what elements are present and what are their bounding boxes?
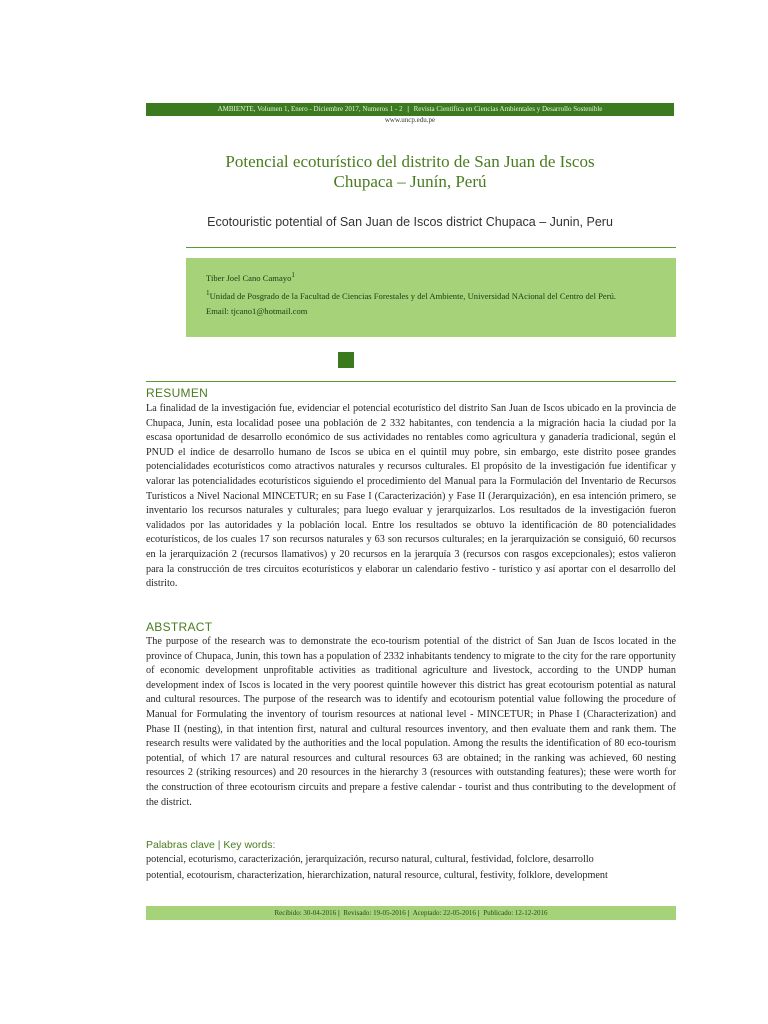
- author-affiliation: Unidad de Posgrado de la Facultad de Ciencias Forestales y del Ambiente, Universidad NAcional del Centro del Perú.: [209, 290, 617, 301]
- date-received: Recibido: 30-04-2016: [274, 909, 337, 917]
- abstract-text: The purpose of the research was to demonstrate the eco-tourism potential of the district of San Juan de Iscos located in the province of Chupaca, Junin, this town has a population of 2332 inhabitants tendency to migrate to the city for the rare opportunity of economic development unprofitable activities as traditional agriculture and livestock, according to the UNDP human development index of Iscos is located in the very poorest quintile however this district has great ecotourism potential as natural and cultural resources. The purpose of the research was to identify and ecotourism potential value following the procedure of Manual for Formulating the inventory of tourism resources at national level - MINCETUR; in Phase I (Characterization) and Phase II (nesting), in that intention first, natural and cultural resources inventory, and then evaluate them and rank them. The research results were validated by the authorities and the local population. Among the results the identification of 80 eco-tourism potential, of which 17 are natural resources and cultural resources 63 are obtained; in the ranking was achieved, 60 nesting resources 2 (striking resources) and 20 resources in the hierarchy 3 (resources with outstanding features); these were worth for the construction of three ecotourism circuits and prepare a festive calendar - tourist and thus contributing to the development of the district.: [146, 636, 676, 808]
- abstract-heading: ABSTRACT: [146, 620, 213, 634]
- keywords-english: potential, ecotourism, characterization, hierarchization, natural resource, cultural, festivity, folklore, development: [146, 870, 608, 881]
- article-title: [146, 152, 674, 192]
- author-box: [186, 258, 676, 337]
- article-title-english: Ecotouristic potential of San Juan de Iscos district Chupaca – Junin, Peru: [207, 215, 613, 229]
- author-name: Tiber Joel Cano Camayo: [206, 272, 292, 283]
- article-title-line1: Potencial ecoturístico del distrito de San Juan de Iscos: [225, 152, 595, 171]
- journal-header-separator: |: [407, 105, 409, 113]
- journal-url[interactable]: www.uncp.edu.pe: [384, 116, 436, 124]
- author-superscript: 1: [291, 271, 295, 279]
- section-marker-square: [338, 352, 354, 368]
- date-separator: |: [477, 909, 480, 917]
- date-separator: |: [338, 909, 340, 917]
- date-published: Publicado: 12-12-2016: [483, 909, 548, 917]
- affiliation-superscript: 1: [206, 288, 210, 297]
- author-email[interactable]: Email: tjcano1@hotmail.com: [206, 305, 308, 316]
- author-name-line: [206, 268, 658, 286]
- resumen-heading: RESUMEN: [146, 386, 209, 400]
- article-title-line2: Chupaca – Junín, Perú: [333, 172, 487, 191]
- divider: [186, 247, 676, 248]
- author-affiliation-line: [206, 286, 658, 304]
- date-accepted: Aceptado: 22-05-2016: [412, 909, 476, 917]
- date-separator: |: [407, 909, 410, 917]
- journal-header-left: AMBIENTE, Volumen 1, Enero - Diciembre 2017, Numeros 1 - 2: [217, 105, 403, 113]
- resumen-text: La finalidad de la investigación fue, evidenciar el potencial ecoturístico del distrito San Juan de Iscos ubicado en la provincia de Chupaca, Junín, esta localidad posee una población de 2 332 habitantes, con tendencia a la migración hacia la ciudad por la escasa oportunidad de desarrollo económico de sus actividades no rentables como agricultura y ganadería tradicional, según el PNUD el índice de desarrollo humano de Iscos se ubica en el quintil muy pobre, sin embargo, este distrito posee grandes potencialidades ecoturísticos como atractivos naturales y recursos culturales. El propósito de la investigación fue identificar y valorar las potencialidades ecoturísticos siguiendo el procedimiento del Manual para la Formulación del Inventario de Recursos Turísticos a Nivel Nacional MINCETUR; en su Fase I (Caracterización) y Fase II (Jerarquización), en esa intención primero, se inventario los recursos naturales y culturales; para luego evaluar y jerarquizarlos. Los resultados de la investigación fueron validados por las autoridades y la población local. Entre los resultados se obtuvo la identificación de 80 potencialidades ecoturísticos, de los cuales 17 son recursos naturales y 63 son recursos culturales; en la jerarquización se consiguió, 60 recursos en la jerarquización 2 (recursos llamativos) y 20 recursos en la jerarquía 3 (recursos con rasgos excepcionales); estos valieron para la construcción de tres circuitos ecoturísticos y elaborar un calendario festivo - turístico y así aportar con el desarrollo del distrito.: [146, 403, 676, 590]
- divider: [146, 381, 676, 382]
- date-revised: Revisado: 19-05-2016: [343, 909, 406, 917]
- journal-header-bar: [146, 103, 674, 116]
- journal-header-right: Revista Científica en Ciencias Ambientales y Desarrollo Sostenible: [413, 105, 603, 113]
- keywords-heading: Palabras clave | Key words:: [146, 839, 276, 851]
- keywords-spanish: potencial, ecoturismo, caracterización, jerarquización, recurso natural, cultural, festividad, folclore, desarrollo: [146, 854, 594, 865]
- dates-bar: [146, 906, 676, 920]
